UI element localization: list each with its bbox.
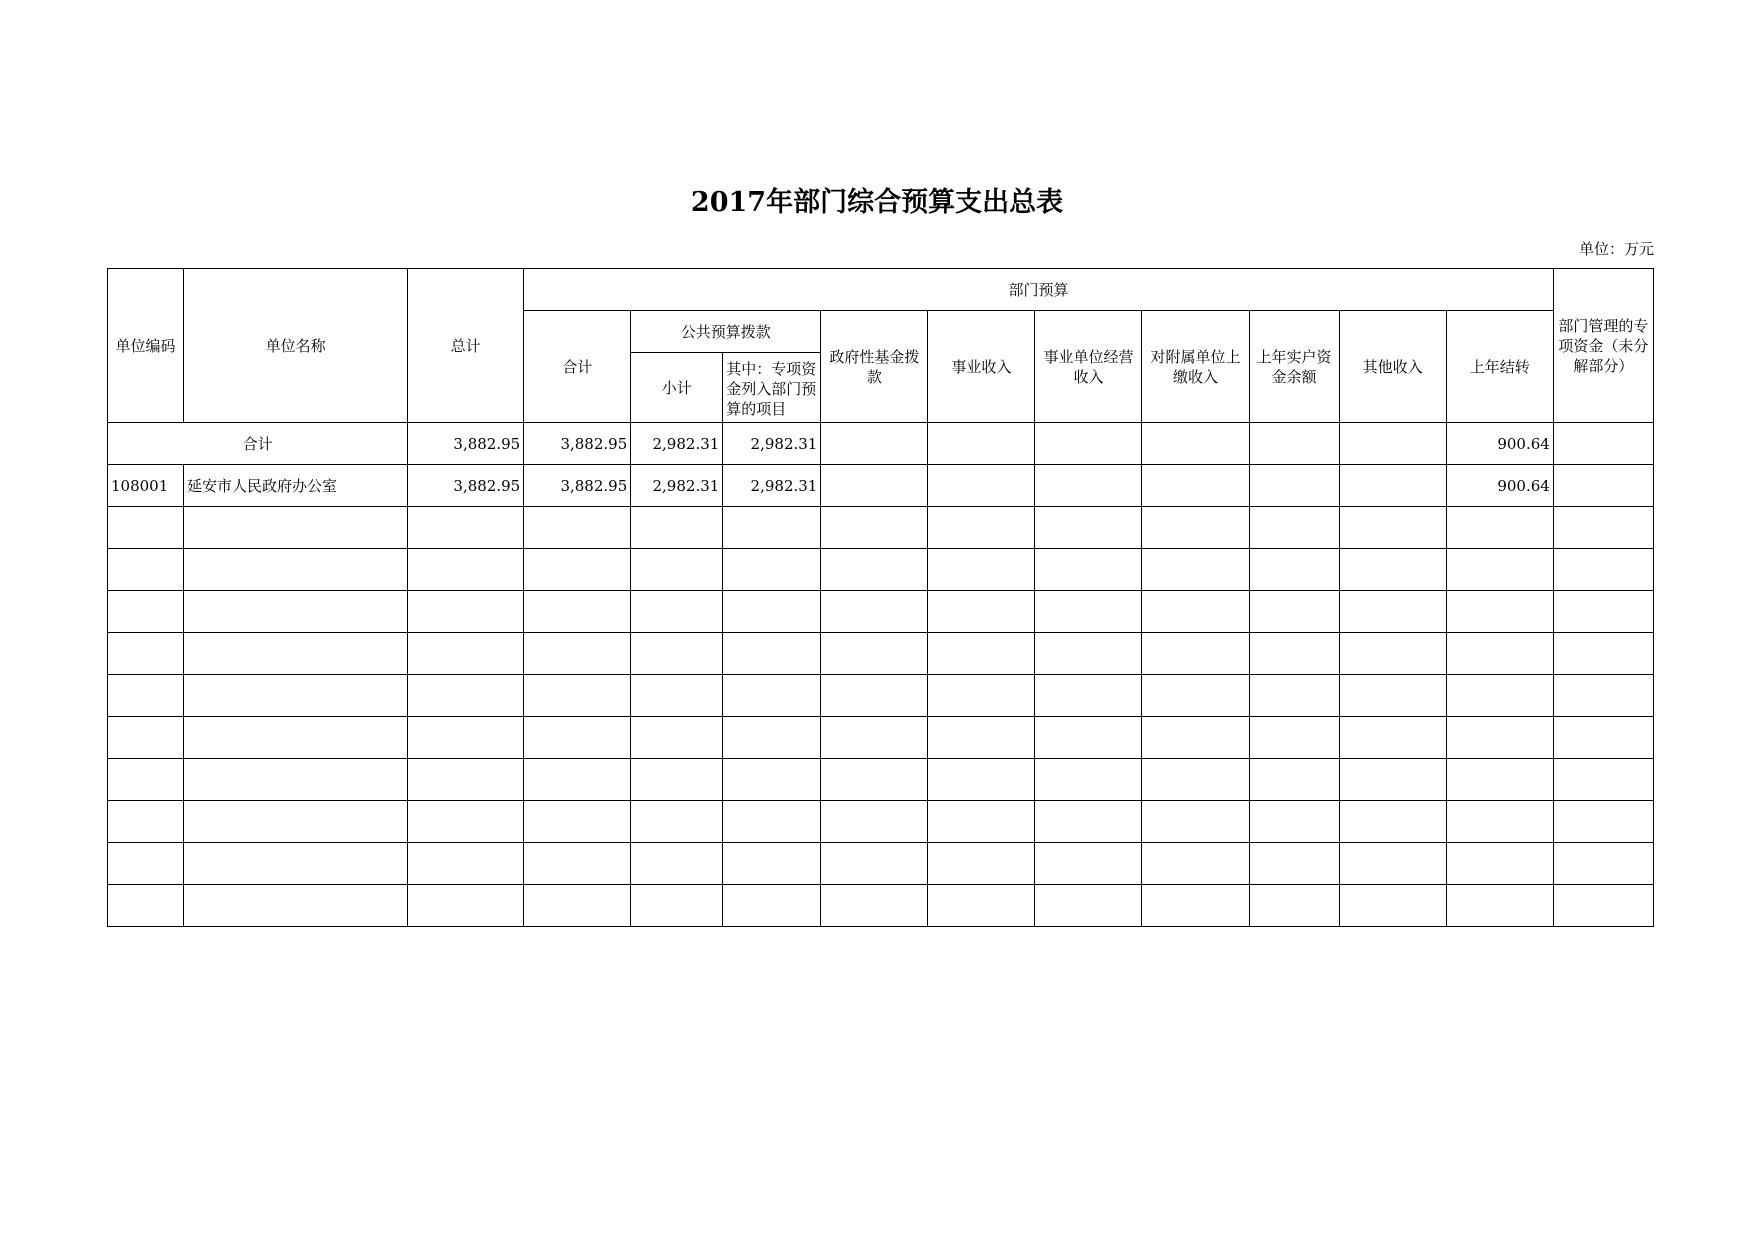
empty-cell [1446,801,1553,843]
empty-cell [1553,843,1653,885]
cell-name: 合计 [108,423,408,465]
empty-cell [1553,885,1653,927]
empty-row [108,633,1654,675]
cell-small: 2,982.31 [631,423,723,465]
empty-cell [723,591,821,633]
empty-cell [184,759,408,801]
empty-cell [723,759,821,801]
empty-cell [821,717,928,759]
empty-row [108,675,1654,717]
empty-cell [928,507,1035,549]
empty-cell [723,843,821,885]
empty-cell [1553,801,1653,843]
empty-cell [631,759,723,801]
cell-other [1339,423,1446,465]
empty-cell [408,801,524,843]
cell-special: 2,982.31 [723,423,821,465]
empty-cell [1035,633,1142,675]
empty-cell [631,633,723,675]
empty-cell [1553,717,1653,759]
empty-cell [631,591,723,633]
empty-cell [184,549,408,591]
empty-cell [108,801,184,843]
empty-cell [821,801,928,843]
empty-cell [108,675,184,717]
empty-cell [1142,843,1249,885]
cell-balance [1249,423,1339,465]
empty-cell [524,549,631,591]
empty-row [108,591,1654,633]
empty-cell [184,717,408,759]
empty-cell [723,675,821,717]
empty-cell [1339,843,1446,885]
empty-cell [1446,675,1553,717]
header-total: 总计 [408,269,524,423]
header-last-year-carry: 上年结转 [1446,311,1553,423]
empty-cell [821,885,928,927]
cell-bu-income [1035,423,1142,465]
empty-cell [1339,507,1446,549]
empty-cell [1142,885,1249,927]
empty-cell [1446,717,1553,759]
empty-cell [1035,843,1142,885]
header-public-allocation: 公共预算拨款 [631,311,821,353]
empty-cell [108,759,184,801]
empty-cell [928,717,1035,759]
cell-gov-fund [821,465,928,507]
empty-cell [631,507,723,549]
cell-business [928,465,1035,507]
empty-cell [631,801,723,843]
empty-cell [1446,759,1553,801]
empty-cell [928,675,1035,717]
empty-cell [631,675,723,717]
cell-affiliate [1142,423,1249,465]
empty-cell [1249,591,1339,633]
empty-cell [184,885,408,927]
empty-cell [1249,759,1339,801]
cell-dept-special [1553,465,1653,507]
cell-gov-fund [821,423,928,465]
empty-cell [821,507,928,549]
empty-cell [108,591,184,633]
empty-cell [1035,675,1142,717]
empty-cell [1339,717,1446,759]
empty-cell [408,843,524,885]
empty-cell [184,675,408,717]
empty-cell [1035,591,1142,633]
empty-cell [631,885,723,927]
empty-cell [1446,633,1553,675]
budget-table [107,268,1654,927]
empty-cell [928,549,1035,591]
cell-carry: 900.64 [1446,465,1553,507]
empty-cell [928,759,1035,801]
empty-cell [408,633,524,675]
empty-cell [1249,843,1339,885]
empty-cell [184,801,408,843]
empty-cell [1249,717,1339,759]
empty-cell [928,801,1035,843]
empty-cell [1339,675,1446,717]
empty-cell [723,717,821,759]
cell-business [928,423,1035,465]
empty-cell [1339,633,1446,675]
header-last-year-balance: 上年实户资金余额 [1249,311,1339,423]
empty-cell [1553,549,1653,591]
empty-row [108,717,1654,759]
empty-cell [1553,591,1653,633]
empty-cell [1142,549,1249,591]
empty-cell [928,843,1035,885]
cell-code: 108001 [108,465,184,507]
table-row [108,423,1654,465]
empty-cell [1142,675,1249,717]
empty-cell [1035,801,1142,843]
empty-cell [108,717,184,759]
empty-cell [1553,633,1653,675]
empty-cell [928,591,1035,633]
header-unit-name: 单位名称 [184,269,408,423]
header-subtotal-all: 合计 [524,311,631,423]
empty-cell [184,507,408,549]
empty-cell [1249,885,1339,927]
empty-cell [1339,549,1446,591]
empty-cell [408,885,524,927]
empty-cell [1035,717,1142,759]
empty-cell [184,843,408,885]
empty-cell [1142,633,1249,675]
empty-cell [1035,885,1142,927]
empty-cell [1035,549,1142,591]
empty-cell [928,885,1035,927]
empty-cell [723,507,821,549]
empty-cell [1446,885,1553,927]
empty-cell [1553,507,1653,549]
empty-cell [1446,591,1553,633]
cell-name: 延安市人民政府办公室 [184,465,408,507]
empty-row [108,843,1654,885]
empty-cell [524,507,631,549]
empty-cell [1249,507,1339,549]
empty-cell [1339,801,1446,843]
empty-cell [723,801,821,843]
empty-cell [631,843,723,885]
empty-cell [1142,591,1249,633]
empty-cell [408,759,524,801]
empty-cell [821,591,928,633]
cell-dept-special [1553,423,1653,465]
empty-cell [524,843,631,885]
empty-cell [408,717,524,759]
header-affiliate-income: 对附属单位上缴收入 [1142,311,1249,423]
empty-cell [1035,759,1142,801]
empty-cell [524,801,631,843]
empty-cell [524,633,631,675]
empty-cell [821,675,928,717]
header-special-in-dept [723,353,821,423]
empty-cell [524,759,631,801]
cell-balance [1249,465,1339,507]
empty-cell [108,843,184,885]
cell-total: 3,882.95 [408,423,524,465]
cell-affiliate [1142,465,1249,507]
empty-cell [184,591,408,633]
empty-cell [631,717,723,759]
empty-cell [1339,885,1446,927]
empty-cell [821,633,928,675]
header-dept-budget: 部门预算 [524,269,1554,311]
empty-cell [1249,675,1339,717]
header-business-unit-income: 事业单位经营收入 [1035,311,1142,423]
cell-total: 3,882.95 [408,465,524,507]
empty-cell [723,549,821,591]
empty-cell [524,591,631,633]
empty-cell [1446,549,1553,591]
empty-cell [723,885,821,927]
empty-cell [1339,591,1446,633]
empty-row [108,885,1654,927]
header-gov-fund: 政府性基金拨款 [821,311,928,423]
empty-cell [1249,801,1339,843]
empty-cell [1249,549,1339,591]
empty-row [108,549,1654,591]
empty-cell [408,507,524,549]
empty-cell [408,675,524,717]
empty-cell [821,759,928,801]
cell-small: 2,982.31 [631,465,723,507]
empty-cell [1553,759,1653,801]
unit-label: 单位：万元 [1578,240,1654,258]
empty-cell [408,549,524,591]
empty-cell [108,549,184,591]
empty-row [108,759,1654,801]
empty-cell [108,633,184,675]
empty-cell [1446,843,1553,885]
empty-cell [524,717,631,759]
header-other-income: 其他收入 [1339,311,1446,423]
empty-cell [524,675,631,717]
empty-cell [524,885,631,927]
cell-other [1339,465,1446,507]
empty-cell [821,843,928,885]
header-business-income: 事业收入 [928,311,1035,423]
empty-cell [928,633,1035,675]
empty-cell [108,507,184,549]
cell-subtotal: 3,882.95 [524,465,631,507]
empty-cell [1035,507,1142,549]
empty-cell [1446,507,1553,549]
empty-cell [108,885,184,927]
empty-cell [723,633,821,675]
empty-cell [1142,801,1249,843]
empty-row [108,507,1654,549]
cell-bu-income [1035,465,1142,507]
empty-cell [1553,675,1653,717]
empty-cell [1142,759,1249,801]
header-small-total: 小计 [631,353,723,423]
header-dept-special: 部门管理的专项资金（未分解部分） [1553,269,1653,423]
page-title: 2017年部门综合预算支出总表 [690,187,1064,218]
empty-cell [408,591,524,633]
empty-cell [1142,717,1249,759]
header-unit-code: 单位编码 [108,269,184,423]
empty-cell [1142,507,1249,549]
header-special-in-dept-text: 其中：专项资金列入部门预算的项目 [726,359,817,417]
empty-cell [184,633,408,675]
cell-subtotal: 3,882.95 [524,423,631,465]
table-row [108,465,1654,507]
empty-cell [631,549,723,591]
empty-cell [821,549,928,591]
cell-special: 2,982.31 [723,465,821,507]
empty-cell [1249,633,1339,675]
empty-cell [1339,759,1446,801]
cell-carry: 900.64 [1446,423,1553,465]
empty-row [108,801,1654,843]
